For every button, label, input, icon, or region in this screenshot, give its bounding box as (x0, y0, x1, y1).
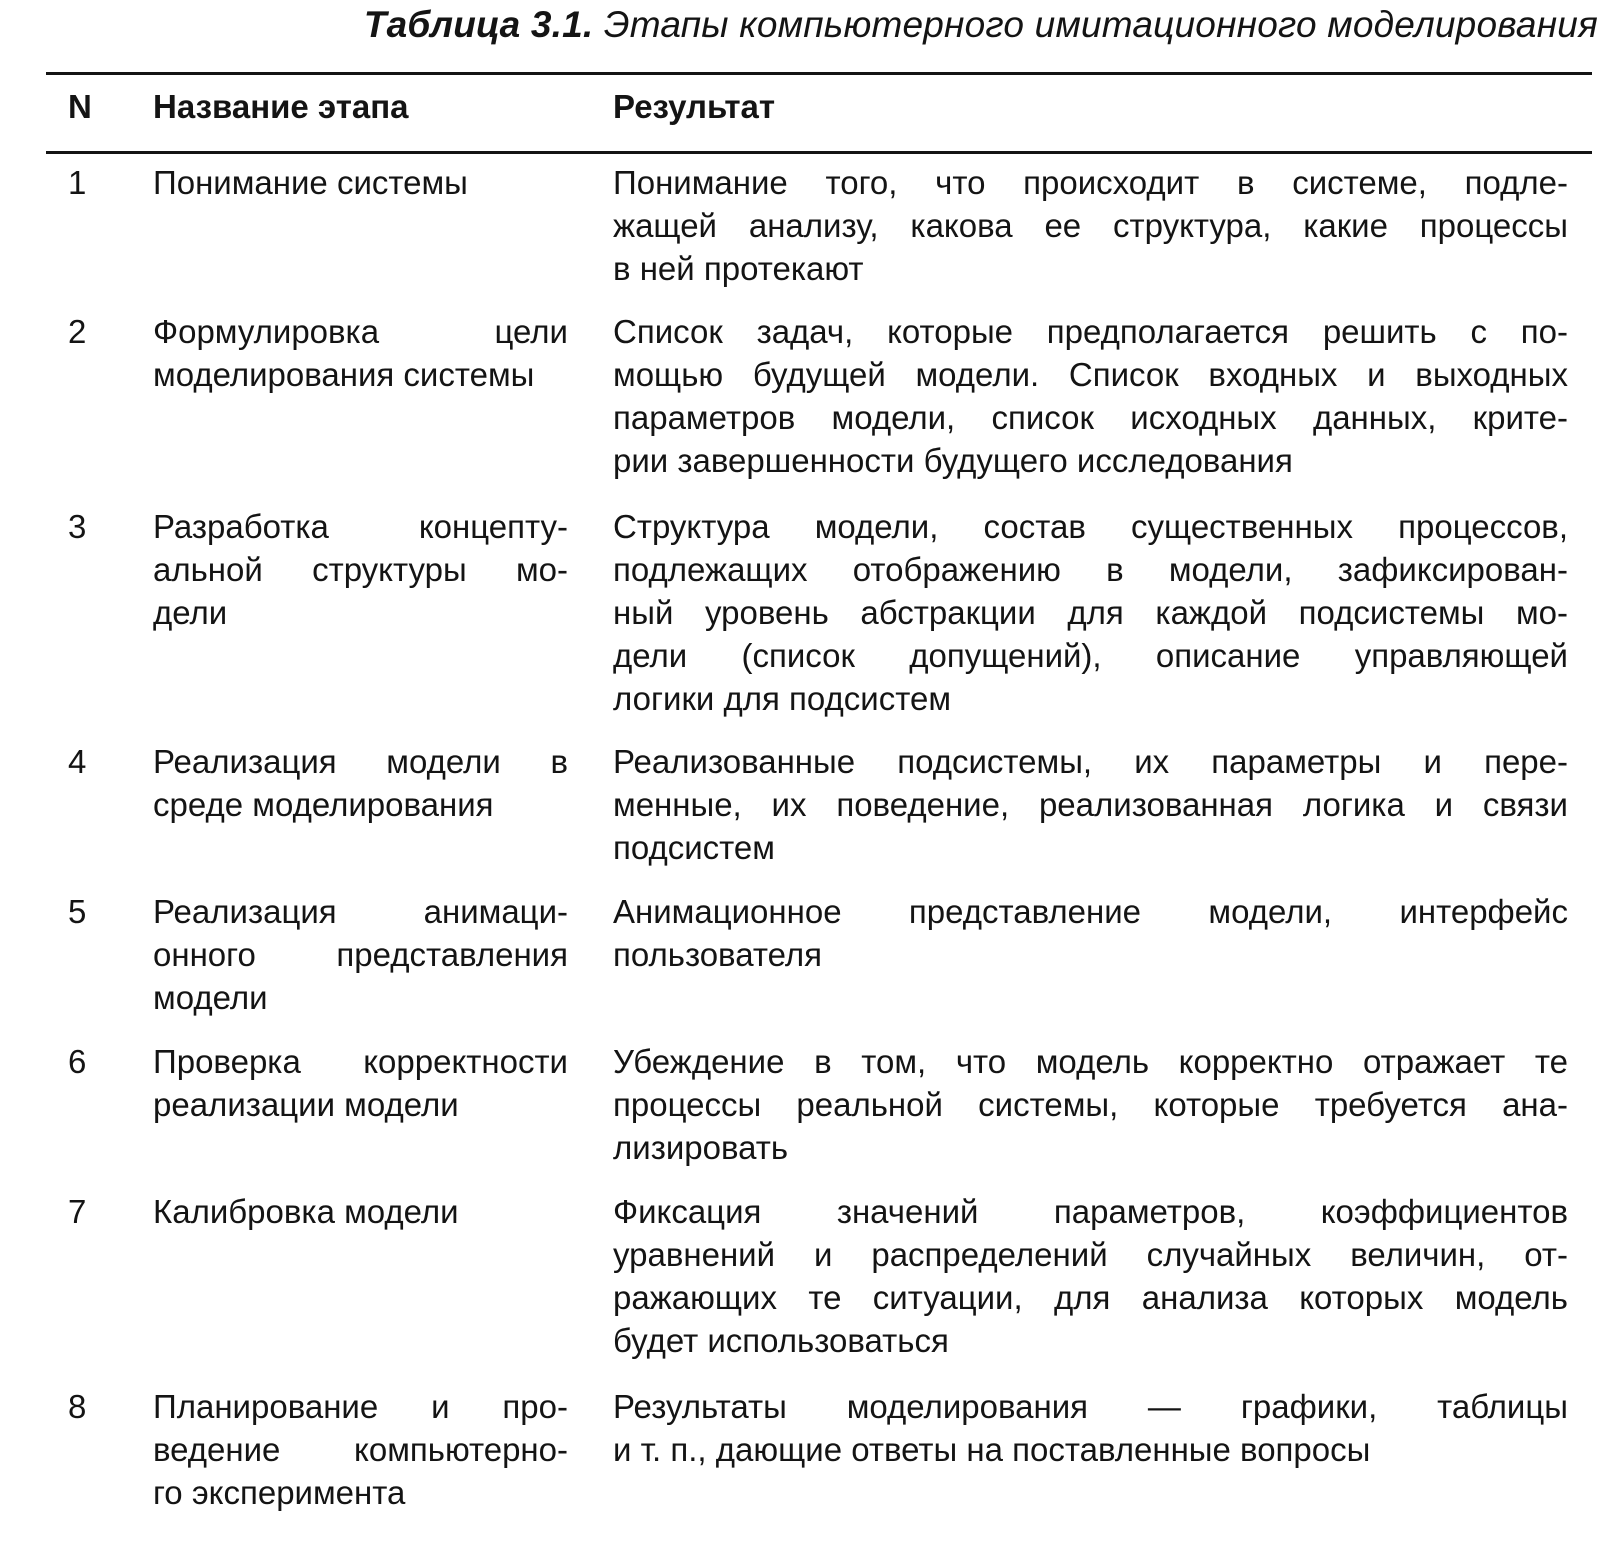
row-number: 3 (68, 508, 87, 545)
stage-name (153, 740, 568, 826)
stage-result-line: ный уровень абстракции для каждой подсистемы мо- (613, 594, 1568, 631)
stage-name-line: альной структуры мо- (153, 551, 568, 588)
stage-name-line: моделирования системы (153, 356, 535, 393)
stage-result-line: подлежащих отображению в модели, зафиксирован- (613, 551, 1568, 588)
stage-result-line: подсистем (613, 829, 775, 866)
stage-name (153, 1190, 568, 1233)
stage-result-line: дели (список допущений), описание управляющей (613, 637, 1568, 674)
row-number: 1 (68, 164, 87, 201)
stage-name (153, 161, 568, 204)
stage-result-line: Реализованные подсистемы, их параметры и пере- (613, 743, 1568, 780)
table-caption (364, 4, 1598, 46)
stage-result-line: рии завершенности будущего исследования (613, 442, 1293, 479)
stage-name-line: реализации модели (153, 1086, 459, 1123)
header-stage-name: Название этапа (153, 88, 409, 125)
stage-name-line: го эксперимента (153, 1474, 406, 1511)
stage-result (613, 740, 1568, 869)
stage-result-line: логики для подсистем (613, 680, 952, 717)
stage-name (153, 1040, 568, 1126)
stage-result (613, 1190, 1568, 1362)
stage-result-line: Анимационное представление модели, интерфейс (613, 893, 1568, 930)
stage-name-line: Формулировка цели (153, 313, 568, 350)
stage-result-line: Понимание того, что происходит в системе, подле- (613, 164, 1568, 201)
stage-result-line: пользователя (613, 936, 822, 973)
stage-result-line: уравнений и распределений случайных величин, от- (613, 1236, 1568, 1273)
stage-result (613, 161, 1568, 290)
row-number: 2 (68, 313, 87, 350)
stage-name (153, 1385, 568, 1514)
stage-name-line: Разработка концепту- (153, 508, 568, 545)
stage-name-line: Проверка корректности (153, 1043, 568, 1080)
stage-result-line: лизировать (613, 1129, 789, 1166)
stage-result-line: и т. п., дающие ответы на поставленные вопросы (613, 1431, 1371, 1468)
stage-name-line: Реализация модели в (153, 743, 568, 780)
table-caption-label: Таблица 3.1. (363, 4, 594, 45)
stage-result-line: Структура модели, состав существенных процессов, (613, 508, 1568, 545)
stage-name-line: онного представления (153, 936, 568, 973)
stage-result (613, 1385, 1568, 1471)
row-number: 5 (68, 893, 87, 930)
header-number: N (68, 88, 92, 125)
stage-result-line: процессы реальной системы, которые требуется ана- (613, 1086, 1568, 1123)
row-number: 7 (68, 1193, 87, 1230)
stage-result-line: в ней протекают (613, 250, 864, 287)
stage-name-line: ведение компьютерно- (153, 1431, 568, 1468)
header-result: Результат (613, 88, 776, 125)
stage-result-line: Результаты моделирования — графики, таблицы (613, 1388, 1568, 1425)
stage-name-line: среде моделирования (153, 786, 494, 823)
stage-result (613, 310, 1568, 482)
stage-result (613, 1040, 1568, 1169)
row-number: 4 (68, 743, 87, 780)
stage-result (613, 890, 1568, 976)
table-header-rule (46, 151, 1592, 154)
stage-name-line: модели (153, 979, 268, 1016)
row-number: 8 (68, 1388, 87, 1425)
table-caption-text: Этапы компьютерного имитационного моделирования (603, 4, 1598, 45)
stage-name-line: Реализация анимаци- (153, 893, 568, 930)
stage-result-line: жащей анализу, какова ее структура, какие процессы (613, 207, 1568, 244)
stage-result-line: мощью будущей модели. Список входных и выходных (613, 356, 1568, 393)
stage-result-line: Убеждение в том, что модель корректно отражает те (613, 1043, 1568, 1080)
stage-name-line: Понимание системы (153, 164, 468, 201)
stage-result (613, 505, 1568, 720)
stage-result-line: параметров модели, список исходных данных, крите- (613, 399, 1568, 436)
stage-result-line: будет использоваться (613, 1322, 949, 1359)
stage-result-line: Фиксация значений параметров, коэффициентов (613, 1193, 1568, 1230)
stage-result-line: ражающих те ситуации, для анализа которых модель (613, 1279, 1568, 1316)
stage-name-line: Планирование и про- (153, 1388, 568, 1425)
stage-result-line: Список задач, которые предполагается решить с по- (613, 313, 1568, 350)
stage-name (153, 505, 568, 634)
stage-result-line: менные, их поведение, реализованная логика и связи (613, 786, 1568, 823)
row-number: 6 (68, 1043, 87, 1080)
stage-name-line: дели (153, 594, 228, 631)
stage-name (153, 890, 568, 1019)
stage-name-line: Калибровка модели (153, 1193, 459, 1230)
table-top-rule (46, 72, 1592, 75)
stage-name (153, 310, 568, 396)
